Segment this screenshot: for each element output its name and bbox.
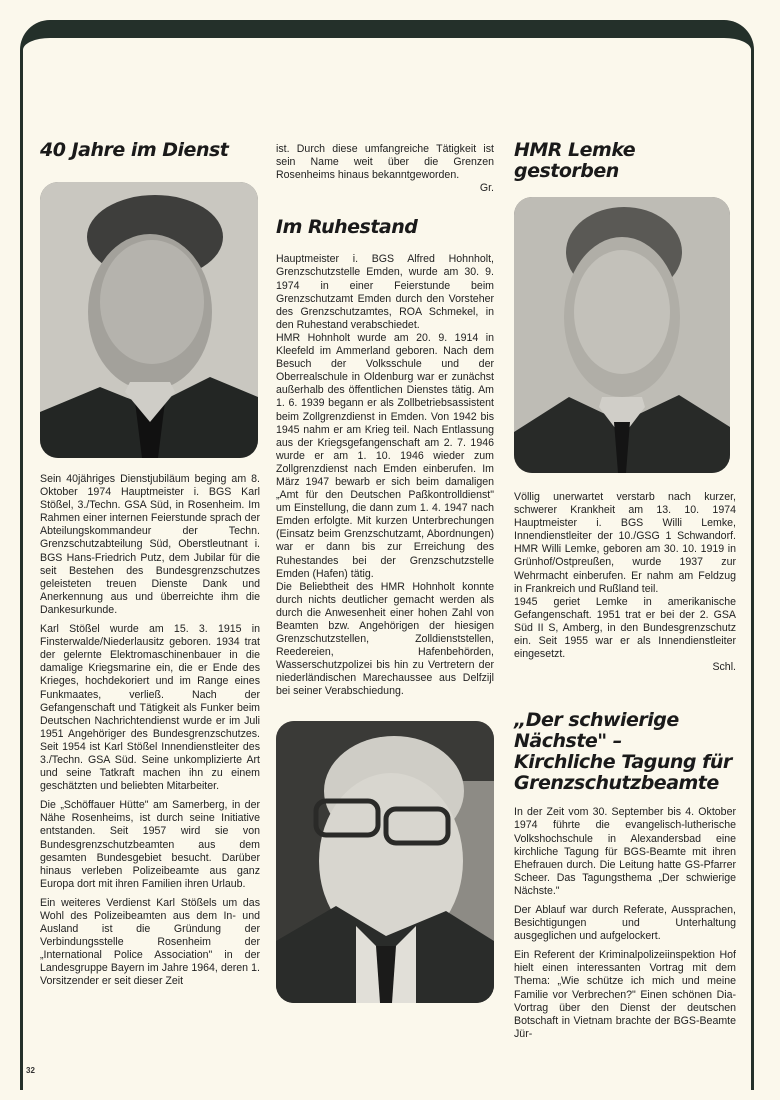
article-title-line: Nächste" – [514, 730, 622, 753]
column-3 [514, 140, 736, 1041]
article1-paragraph: Sein 40jähriges Dienstjubiläum beging am 8. Oktober 1974 Hauptmeister i. BGS Karl Stößel, 3./Techn. GSA Süd, in Rosenheim. Im Rahmen einer internen Feierstunde sprach der Abteilungskommandeur der Techn. Grenzschutzabteilung Süd, Oberstleutnant i. BGS Hans-Friedrich Putz, dem Jubilar für die seit Bestehen des Bundesgrenzschutzes geleisteten treuen Dienste Dank und Anerkennung aus und überreichte ihm die Dankesurkunde. [40, 473, 260, 616]
portrait-photo-hohnholt [276, 721, 494, 1003]
article-title-kirchliche-tagung [514, 710, 736, 794]
column-1 [40, 140, 260, 989]
portrait-photo-lemke [514, 197, 730, 473]
article-title-hmr-lemke [514, 140, 736, 182]
article1-paragraph: Ein weiteres Verdienst Karl Stößels um das Wohl des Polizeibeamten aus dem In- und Ausland ist die Gründung der Verbindungsstelle Rosenheim der „International Police Association" in der Landesgruppe Bayern im Jahre 1964, deren 1. Vorsitzender er seit dieser Zeit [40, 896, 260, 988]
article-title-im-ruhestand: Im Ruhestand [276, 216, 418, 239]
article3-paragraph: 1945 geriet Lemke in amerikanische Gefangenschaft. 1951 trat er bei der 2. GSA Süd II S, Amberg, in den Bundesgrenzschutz ein. Seit 1955 war er als Innendienstleiter eingesetzt. [514, 595, 736, 661]
page-number: 32 [26, 1066, 35, 1075]
article3-paragraph: Völlig unerwartet verstarb nach kurzer, schwerer Krankheit am 13. 10. 1974 Hauptmeister i. BGS Willi Lemke, Innendienstleiter der 10./GSG 1 Schwandorf. HMR Willi Lemke, geboren am 30. 10. 1919 in Grünhof/Ostpreußen, wurde 1937 zur Wehrmacht einberufen. Er nahm am Feldzug in Frankreich und Rußland teil. [514, 491, 736, 595]
article-title-40-jahre: 40 Jahre im Dienst [40, 139, 229, 161]
article4-paragraph: In der Zeit vom 30. September bis 4. Oktober 1974 führte die evangelisch-lutherische Volkshochschule in Alexandersbad eine kirchliche Tagung für BGS-Beamte mit ihren Ehefrauen durch. Die Leitung hatte GS-Pfarrer Scheer. Das Tagungsthema „Der schwierige Nächste." [514, 806, 736, 897]
article1-continuation: ist. Durch diese umfangreiche Tätigkeit ist sein Name weit über die Grenzen Rosenheims hinaus bekanntgeworden. [276, 143, 494, 182]
article1-paragraph: Die „Schöffauer Hütte" am Samerberg, in der Nähe Rosenheims, ist durch seine Initiative entstanden. Seit 1957 wird sie von Bundesgrenzschutzbeamten aus dem gesamten Bundesgebiet besucht. Darüber hinaus verleben Polizeibeamte aus ganz Europa dort mit ihren Familien ihren Urlaub. [40, 799, 260, 890]
article2-paragraph: HMR Hohnholt wurde am 20. 9. 1914 in Kleefeld im Ammerland geboren. Nach dem Besuch der Volksschule und der Oberrealschule in Oldenburg war er zunächst außerhalb des öffentlichen Dienstes tätig. Am 1. 6. 1939 begann er als Zollbetriebsassistent beim Zollgrenzdienst in Emden. Von 1942 bis 1945 nahm er am Krieg teil. Nach Entlassung aus der Kriegsgefangenschaft am 2. 7. 1946 wurde er am 1. 10. 1946 wieder zum Zollgrenzdienst nach Emden einberufen. Im März 1947 bewarb er sich beim damaligen „Amt für den Deutschen Paßkontrolldienst" um Einstellung, die dann zum 1. 4. 1947 nach Emden erfolgte. Mit kurzen Unterbrechungen (Einsatz beim Grenzschutzamt, Abordnungen) war er dann bis zur Erreichung des Ruhestandes bei der Grenzschutzstelle Emden (Hafen) tätig. [276, 331, 494, 580]
article3-signature: Schl. [712, 661, 736, 674]
page-frame-top [20, 20, 754, 60]
page-frame-left [20, 50, 23, 1090]
portrait-photo-stoessel [40, 182, 258, 458]
article2-paragraph: Die Beliebtheit des HMR Hohnholt konnte durch nichts deutlicher gemacht werden als durch die Anwesenheit einer hohen Zahl von Beamten bzw. Angehörigen der hiesigen Grenzschutzstellen, Zolldienststellen, Reedereien, Hafenbehörden, Wasserschutzpolizei bis hin zu Vertretern der niederländischen Marechaussee aus Delfzijl bei seiner Verabschiedung. [276, 580, 494, 698]
article-title-line: Grenzschutzbeamte [514, 772, 719, 795]
column-2 [276, 143, 494, 1003]
article-title-line: HMR Lemke [514, 139, 636, 161]
article1-signature: Gr. [479, 182, 494, 195]
article2-paragraph: Hauptmeister i. BGS Alfred Hohnholt, Grenzschutzstelle Emden, wurde am 30. 9. 1974 in einer Feierstunde beim Grenzschutzamt Emden durch den Vorsteher des Grenzschutzamtes, ROA Schmekel, in den Ruhestand verabschiedet. [276, 253, 494, 331]
page-frame-right [751, 50, 754, 1090]
article-title-line: „Der schwierige [514, 709, 679, 732]
article1-paragraph: Karl Stößel wurde am 15. 3. 1915 in Finsterwalde/Niederlausitz geboren. 1934 trat der gelernte Elektromaschinenbauer in die damalige Kriegsmarine ein, die er Ende des Krieges, hochdekoriert und im Range eines Funkmaates, verließ. Nach der Gefangenschaft und Tätigkeit als Funker beim Deutschen Nachrichtendienst wurde er im Juli 1951 Angehöriger des Bundesgrenzschutzes. Seit 1954 ist Karl Stößel Innendienstleiter des 3./Techn. GSA Süd. Seine unkomplizierte Art und seine Tatkraft machen ihn zu einem geschätzten und beliebten Mitarbeiter. [40, 623, 260, 793]
article-title-line: Kirchliche Tagung für [514, 751, 732, 774]
article-title-line: gestorben [514, 160, 619, 182]
article4-paragraph: Der Ablauf war durch Referate, Aussprachen, Besichtigungen und Unterhaltung ausgeglichen und aufgelockert. [514, 903, 736, 943]
article4-paragraph: Ein Referent der Kriminalpolizeiinspektion Hof hielt einen interessanten Vortrag mit dem Thema: „Wie schütze ich mich und meine Familie vor Verbrechen?" Einen schönen Dia-Vortrag über den Dienst der deutschen Botschaft in Vietnam brachte der BGS-Beamte Jür- [514, 949, 736, 1040]
